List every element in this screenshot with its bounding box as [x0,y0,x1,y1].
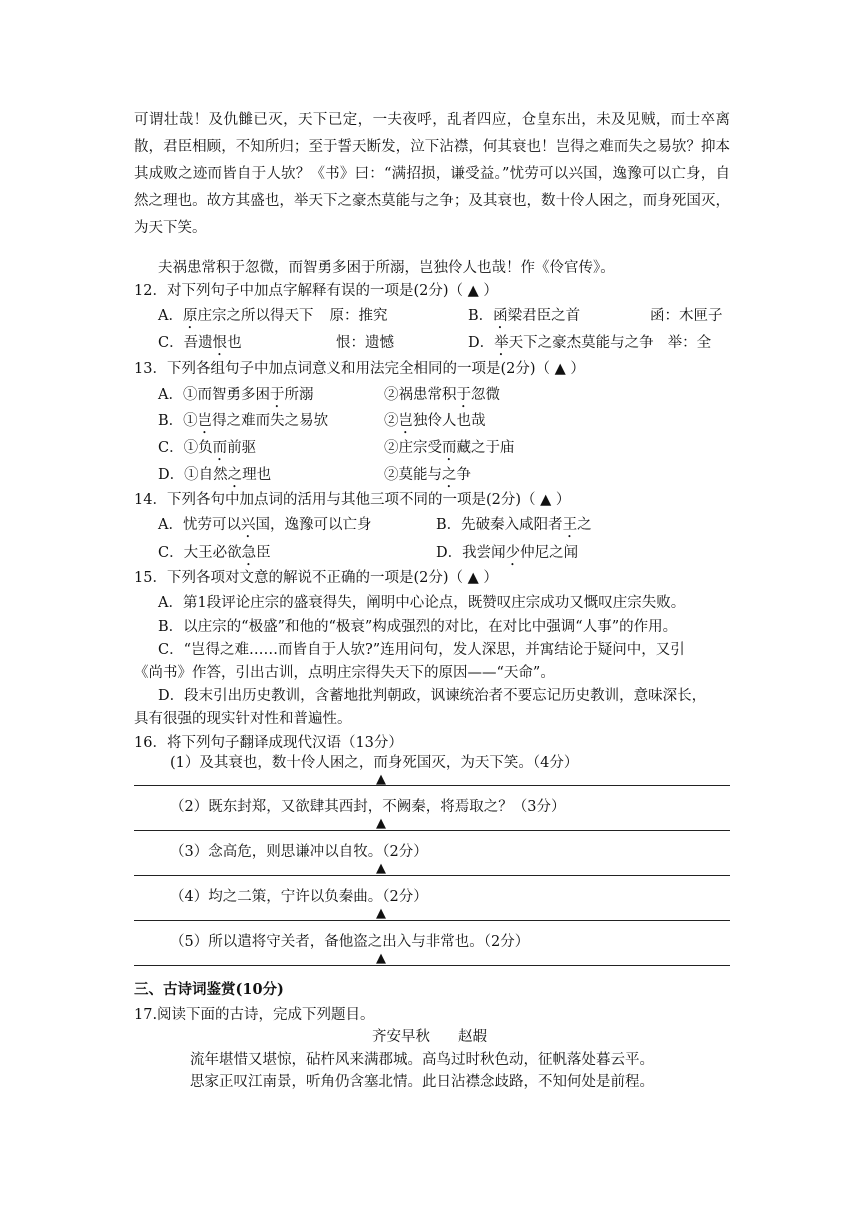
q15-option-c-line2: 《尚书》作答，引出古训，点明庄宗得失天下的原因——“天命”。 [134,665,555,681]
answer-triangle-2: ▲ [376,816,386,831]
q16-stem: 16．将下列句子翻译成现代汉语（13分） [134,735,403,751]
q14-option-a: A．忧劳可以兴国，逸豫可以亡身 [158,517,372,533]
q14-option-b: B．先破秦入咸阳者王之 [436,517,592,533]
answer-triangle-1: ▲ [376,772,386,787]
q12-option-b: B．函梁君臣之首 [468,308,581,324]
q12-option-c: C．吾遗恨也 [158,335,242,351]
q14-option-d: D．我尝闻少仲尼之闻 [436,545,579,561]
q16-item-1: (1）及其衰也，数十伶人困之，而身死国灭，为天下笑。（4分） [170,755,579,771]
q13-option-b-1: B．①岂得之难而失之易欤 [158,413,329,429]
answer-blank-triangle: ▲ [467,570,479,586]
q13-option-a-1: A．①而智勇多困于所溺 [158,387,314,403]
passage-paragraph-1: 可谓壮哉！及仇雠已灭，天下已定，一夫夜呼，乱者四应，仓皇东出，未及见贼，而士卒离散，君臣相顾，不知所归；至于誓天断发，泣下沾襟，何其衰也！岂得之难而失之易欤？抑本其成败之迹而皆自于人欤？《书》曰：“满招损，谦受益。”忧劳可以兴国，逸豫可以亡身，自然之理也。故方其盛也，举天下之豪杰莫能与之争；及其衰也，数十伶人困之，而身死国灭，为天下笑。 [134,112,730,236]
q16-item-3: （3）念高危，则思谦冲以自牧。（2分） [170,844,428,860]
answer-line-3 [134,875,730,876]
q14-option-c: C．大王必欲急臣 [158,545,271,561]
q13-option-d-2: ②莫能与之争 [384,467,471,483]
q15-option-d-line1: D．段末引出历史教训，含蓄地批判朝政，讽谏统治者不要忘记历史教训，意味深长， [158,688,707,704]
poem-line-1: 流年堪惜又堪惊，砧杵风来满郡城。高鸟过时秋色动，征帆落处暮云平。 [190,1052,654,1068]
q16-item-5: （5）所以遣将守关者，备他盗之出入与非常也。（2分） [170,934,530,950]
answer-line-2 [134,830,730,831]
poem-title: 齐安早秋 赵嘏 [372,1029,487,1045]
q14-stem: 14．下列各句中加点词的活用与其他三项不同的一项是(2分)（ ▲ ） [134,492,571,508]
q15-stem: 15．下列各项对文意的解说不正确的一项是(2分)（ ▲ ） [134,570,498,586]
q15-option-d-line2: 具有很强的现实针对性和普遍性。 [134,711,352,727]
q12-stem: 12．对下列句子中加点字解释有误的一项是(2分)（ ▲ ） [134,283,498,299]
q12-option-a: A．原庄宗之所以得天下 原：推究 [158,308,388,324]
q13-option-d-1: D．①自然之理也 [158,467,272,483]
q16-item-4: （4）均之二策，宁许以负秦曲。（2分） [170,889,428,905]
answer-line-1 [134,785,730,786]
q13-option-c-2: ②庄宗受而藏之于庙 [384,440,515,456]
q12-option-b-gloss: 函：木匣子 [650,308,723,324]
q13-option-b-2: ②岂独伶人也哉 [384,413,486,429]
q16-item-2: （2）既东封郑，又欲肆其西封，不阙秦，将焉取之？（3分） [170,799,566,815]
answer-triangle-4: ▲ [376,906,386,921]
answer-triangle-3: ▲ [376,861,386,876]
answer-line-5 [134,965,730,966]
answer-blank-triangle: ▲ [540,492,552,508]
poem-line-2: 思家正叹江南景，听角仍含塞北情。此日沾襟念歧路，不知何处是前程。 [190,1074,654,1090]
answer-blank-triangle: ▲ [467,283,479,299]
q12-option-d: D．举天下之豪杰莫能与之争 举：全 [468,335,712,351]
answer-triangle-5: ▲ [376,951,386,966]
answer-blank-triangle: ▲ [554,361,566,377]
q15-option-b: B．以庄宗的“极盛”和他的“极衰”构成强烈的对比，在对比中强调“人事”的作用。 [158,619,678,635]
q13-option-c-1: C．①负而前驱 [158,440,257,456]
q17-stem: 17.阅读下面的古诗，完成下列题目。 [134,1007,375,1023]
passage-paragraph-2: 夫祸患常积于忽微，而智勇多困于所溺，岂独伶人也哉！作《伶官传》。 [158,260,615,276]
q15-option-c-line1: C．“岂得之难……而皆自于人欤?”连用问句，发人深思，并寓结论于疑问中，又引 [158,642,685,658]
section-3-heading: 三、古诗词鉴赏(10分) [134,981,284,998]
answer-line-4 [134,920,730,921]
q12-option-c-gloss: 恨：遗憾 [336,335,394,351]
q13-option-a-2: ②祸患常积于忽微 [384,387,500,403]
q13-stem: 13．下列各组句子中加点词意义和用法完全相同的一项是(2分)（ ▲ ） [134,361,585,377]
q15-option-a: A．第1段评论庄宗的盛衰得失，阐明中心论点，既赞叹庄宗成功又慨叹庄宗失败。 [158,595,686,611]
poem-author: 赵嘏 [458,1029,487,1045]
